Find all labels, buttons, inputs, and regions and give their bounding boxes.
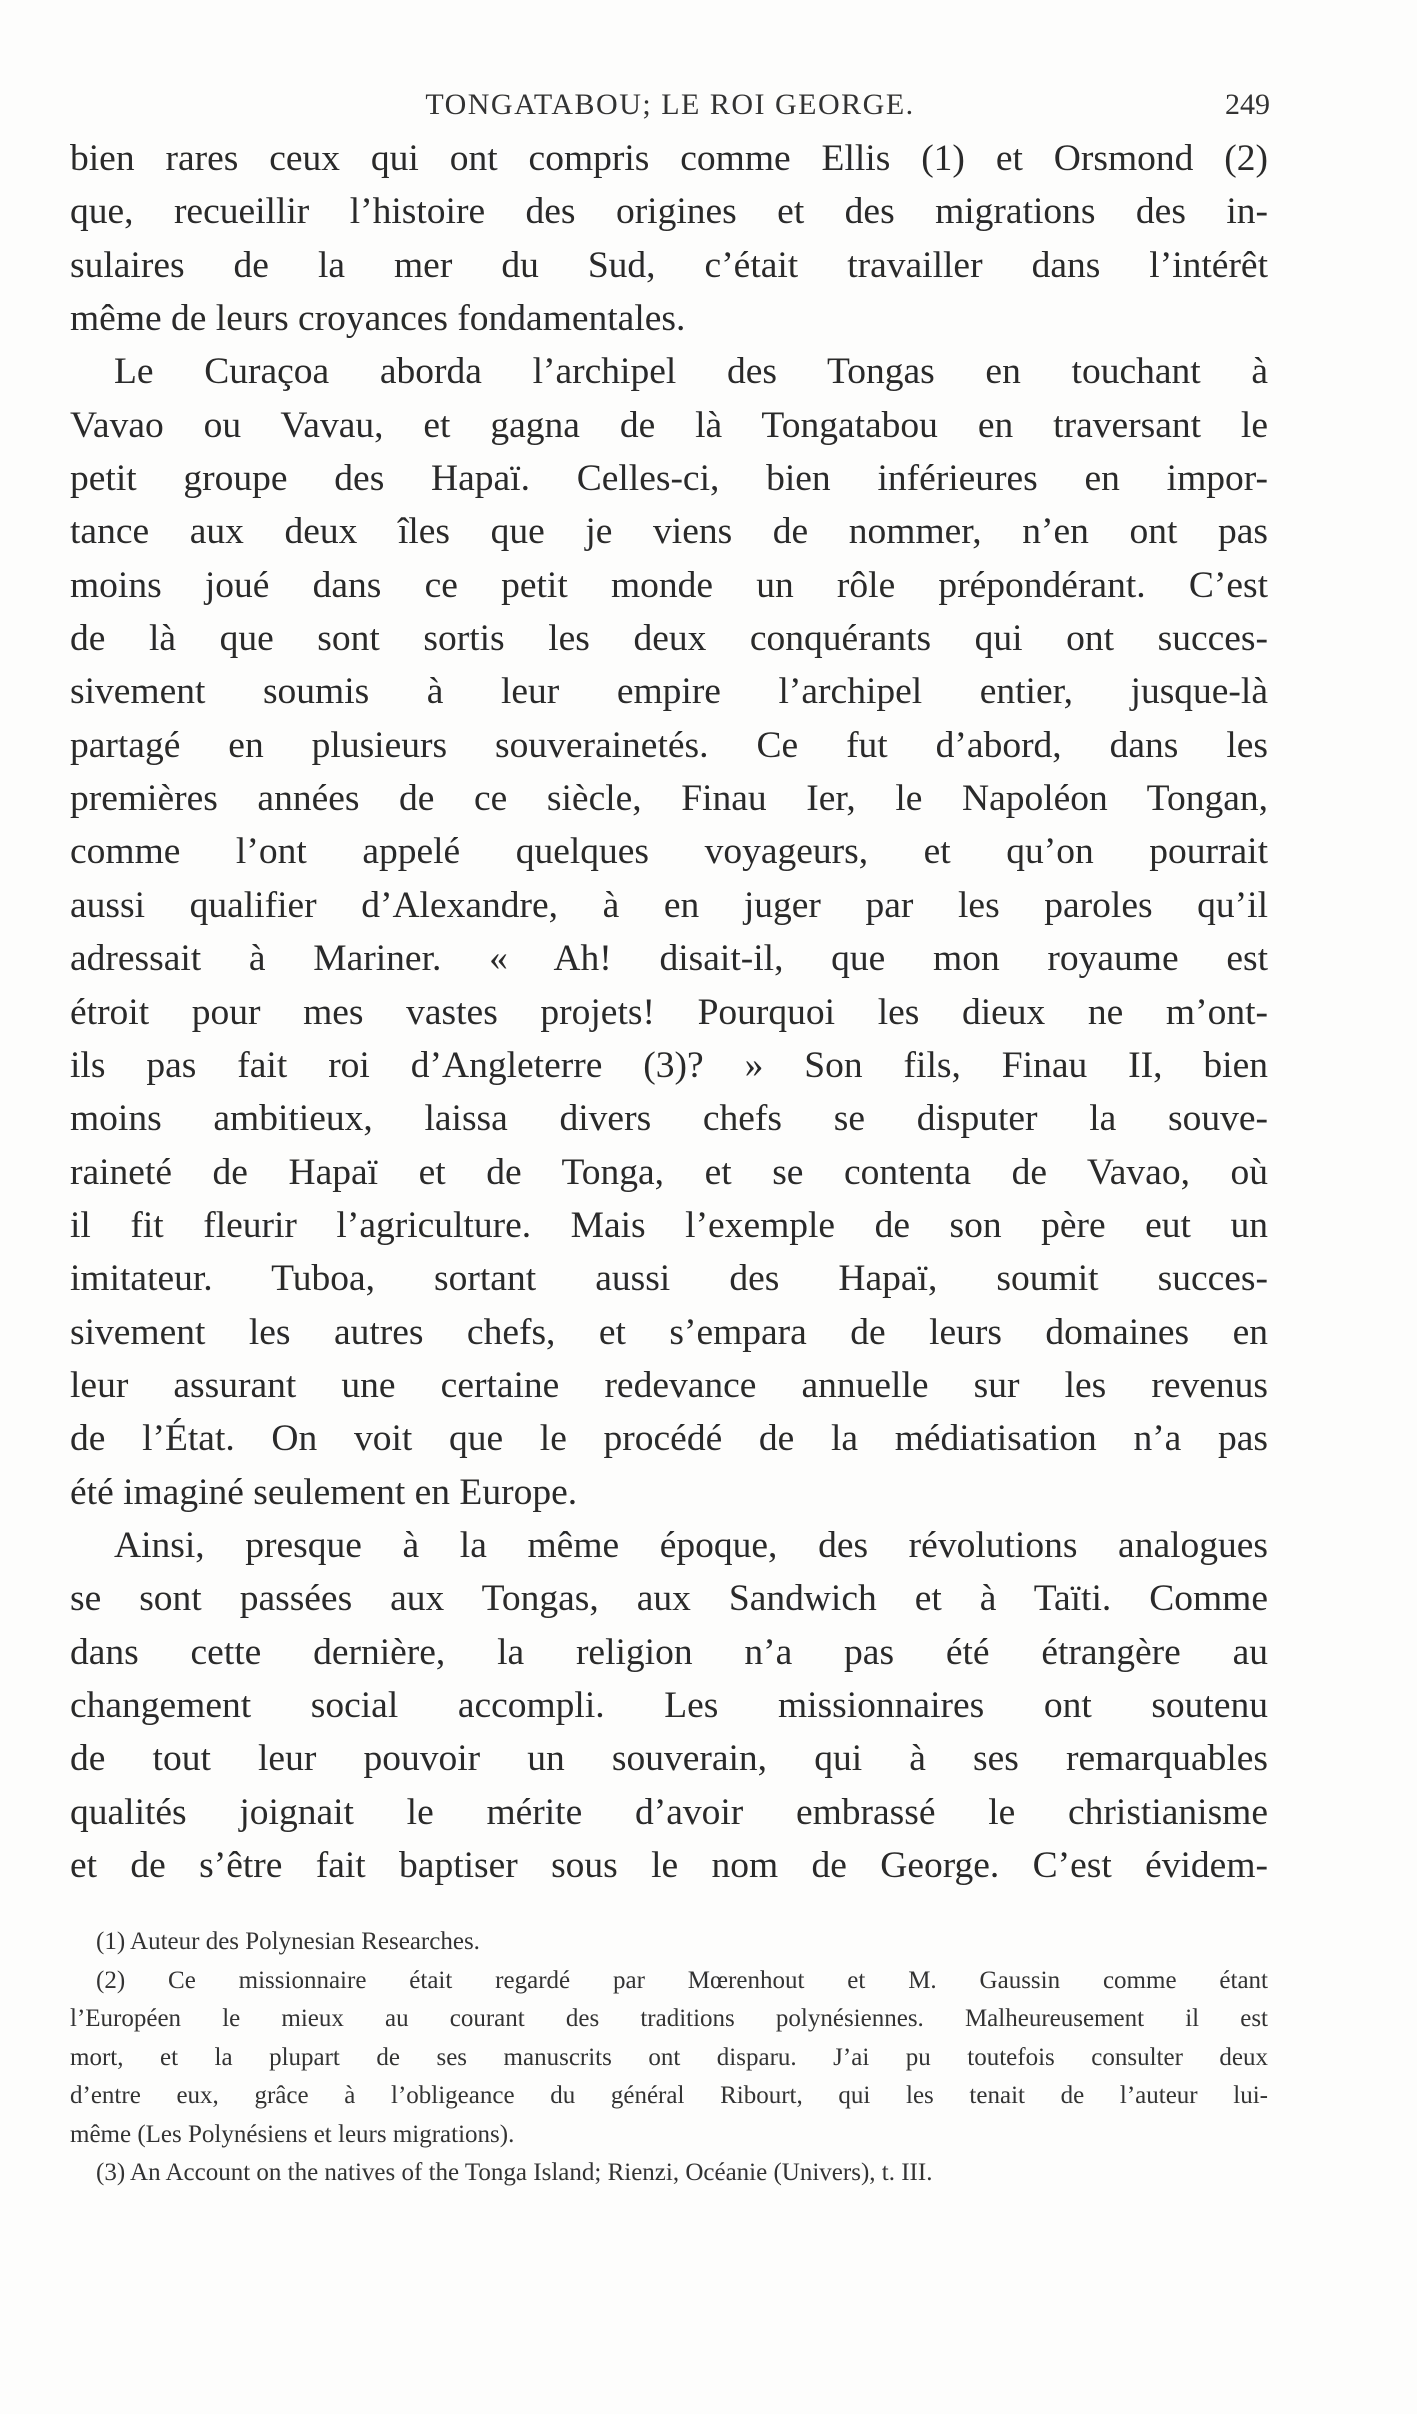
body-line: se sont passées aux Tongas, aux Sandwich et à Taïti. Comme — [70, 1578, 1268, 1620]
body-line: raineté de Hapaï et de Tonga, et se contenta de Vavao, où — [70, 1151, 1268, 1193]
footnote-line: (2) Ce missionnaire était regardé par Mœrenhout et M. Gaussin comme étant — [96, 1966, 1268, 1994]
body-line: dans cette dernière, la religion n’a pas été étrangère au — [70, 1631, 1268, 1673]
page-number: 249 — [1225, 88, 1270, 121]
body-line: de tout leur pouvoir un souverain, qui à ses remarquables — [70, 1738, 1268, 1780]
body-line: comme l’ont appelé quelques voyageurs, et qu’on pourrait — [70, 831, 1268, 873]
footnote-line: mort, et la plupart de ses manuscrits ont disparu. J’ai pu toutefois consulter deux — [70, 2043, 1268, 2071]
body-line: imitateur. Tuboa, sortant aussi des Hapaï, soumit succes- — [70, 1258, 1268, 1300]
body-line: ils pas fait roi d’Angleterre (3)? » Son fils, Finau II, bien — [70, 1044, 1268, 1086]
body-line: moins joué dans ce petit monde un rôle prépondérant. C’est — [70, 564, 1268, 606]
body-line: tance aux deux îles que je viens de nommer, n’en ont pas — [70, 511, 1268, 553]
running-head — [70, 88, 1270, 128]
footnote-line: (1) Auteur des Polynesian Researches. — [96, 1928, 480, 1955]
body-text — [70, 132, 1268, 1892]
body-line: partagé en plusieurs souverainetés. Ce fut d’abord, dans les — [70, 724, 1268, 766]
footnote-line: (3) An Account on the natives of the Tonga Island; Rienzi, Océanie (Univers), t. III. — [96, 2159, 933, 2186]
body-line: changement social accompli. Les missionnaires ont soutenu — [70, 1684, 1268, 1726]
footnote-line: l’Européen le mieux au courant des traditions polynésiennes. Malheureusement il est — [70, 2005, 1268, 2032]
body-line: Ainsi, presque à la même époque, des révolutions analogues — [114, 1524, 1268, 1566]
running-title: TONGATABOU; LE ROI GEORGE. — [425, 88, 915, 121]
body-line: Le Curaçoa aborda l’archipel des Tongas en touchant à — [114, 351, 1268, 393]
body-line: petit groupe des Hapaï. Celles-ci, bien inférieures en impor- — [70, 458, 1268, 500]
body-line: Vavao ou Vavau, et gagna de là Tongatabou en traversant le — [70, 404, 1268, 446]
body-line: qualités joignait le mérite d’avoir embrassé le christianisme — [70, 1791, 1268, 1833]
body-line: et de s’être fait baptiser sous le nom de George. C’est évidem- — [70, 1845, 1268, 1886]
body-line: il fit fleurir l’agriculture. Mais l’exemple de son père eut un — [70, 1204, 1268, 1246]
body-line: premières années de ce siècle, Finau Ier, le Napoléon Tongan, — [70, 778, 1268, 820]
body-line: leur assurant une certaine redevance annuelle sur les revenus — [70, 1364, 1268, 1406]
footnote-line: d’entre eux, grâce à l’obligeance du général Ribourt, qui les tenait de l’auteur lui- — [70, 2082, 1268, 2109]
body-line: de l’État. On voit que le procédé de la médiatisation n’a pas — [70, 1418, 1268, 1460]
footnotes — [70, 1923, 1268, 2193]
body-line: que, recueillir l’histoire des origines et des migrations des in- — [70, 191, 1268, 233]
body-line: adressait à Mariner. « Ah! disait-il, que mon royaume est — [70, 938, 1268, 980]
body-line: moins ambitieux, laissa divers chefs se disputer la souve- — [70, 1098, 1268, 1140]
footnote-line: même (Les Polynésiens et leurs migrations). — [70, 2120, 515, 2148]
body-line: étroit pour mes vastes projets! Pourquoi les dieux ne m’ont- — [70, 991, 1268, 1033]
body-line: sivement les autres chefs, et s’empara de leurs domaines en — [70, 1311, 1268, 1353]
body-line: sivement soumis à leur empire l’archipel entier, jusque-là — [70, 671, 1268, 713]
body-line: été imaginé seulement en Europe. — [70, 1471, 578, 1513]
body-line: bien rares ceux qui ont compris comme Ellis (1) et Orsmond (2) — [70, 138, 1268, 179]
body-line: même de leurs croyances fondamentales. — [70, 298, 686, 340]
body-line: aussi qualifier d’Alexandre, à en juger par les paroles qu’il — [70, 884, 1268, 926]
body-line: sulaires de la mer du Sud, c’était travailler dans l’intérêt — [70, 244, 1268, 286]
body-line: de là que sont sortis les deux conquérants qui ont succes- — [70, 618, 1268, 660]
